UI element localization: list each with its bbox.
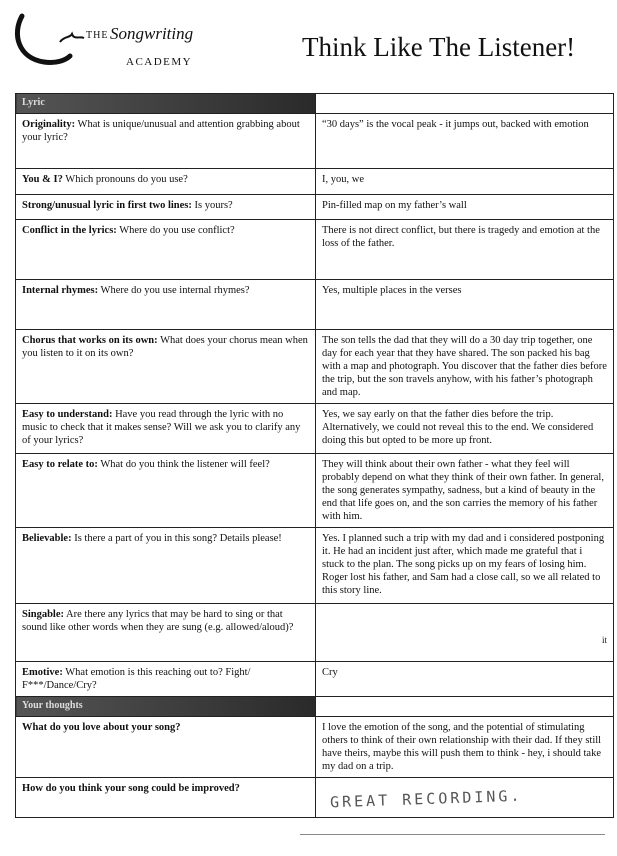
question-text: Is yours? bbox=[191, 200, 233, 211]
form-row-originality bbox=[16, 114, 614, 169]
question-text: What do you think the listener will feel? bbox=[97, 459, 270, 470]
question-cell bbox=[16, 114, 316, 169]
question-label: Chorus that works on its own: bbox=[22, 335, 158, 346]
answer-cell[interactable]: They will think about their own father - what they feel will probably depend on what they think of their own father. In general, the song generates sympathy, sadness, but a kind of beauty in the end that life goes on, and the son carries the memory of his father with him. bbox=[316, 454, 614, 528]
question-cell bbox=[16, 604, 316, 662]
answer-cell[interactable]: I, you, we bbox=[316, 169, 614, 195]
question-cell bbox=[16, 330, 316, 404]
section-blank-cell bbox=[316, 94, 614, 114]
form-row-pronouns bbox=[16, 169, 614, 195]
question-cell bbox=[16, 220, 316, 280]
question-label: Singable: bbox=[22, 609, 65, 620]
question-text: Are there any lyrics that may be hard to sing or that sound like other words when they are sung (e.g. allowed/aloud)? bbox=[22, 609, 294, 633]
form-row-conflict bbox=[16, 220, 614, 280]
question-text: What does your chorus mean when you listen to it on its own? bbox=[22, 335, 308, 359]
form-row-easy-relate bbox=[16, 454, 614, 528]
question-cell bbox=[16, 280, 316, 330]
question-cell bbox=[16, 169, 316, 195]
question-text: Where do you use conflict? bbox=[116, 225, 235, 236]
question-cell: What do you love about your song? bbox=[16, 717, 316, 778]
question-cell bbox=[16, 454, 316, 528]
section-title-thoughts: Your thoughts bbox=[16, 697, 316, 717]
form-row-singable bbox=[16, 604, 614, 662]
question-text: What emotion is this reaching out to? Fight/ F***/Dance/Cry? bbox=[22, 667, 251, 691]
answer-cell[interactable] bbox=[316, 604, 614, 662]
logo-the-text: THE bbox=[86, 30, 109, 41]
form-row-strong-lyric bbox=[16, 195, 614, 220]
question-label: Easy to understand: bbox=[22, 409, 113, 420]
answer-cell[interactable]: There is not direct conflict, but there is tragedy and emotion at the loss of the father. bbox=[316, 220, 614, 280]
form-row-chorus bbox=[16, 330, 614, 404]
section-header-lyric bbox=[16, 94, 614, 114]
scan-artifact-line bbox=[300, 834, 605, 835]
answer-cell[interactable]: Cry bbox=[316, 662, 614, 697]
handwritten-note: GREAT RECORDING. bbox=[329, 786, 523, 812]
question-label: Strong/unusual lyric in first two lines: bbox=[22, 200, 192, 211]
form-row-believable bbox=[16, 528, 614, 604]
question-cell bbox=[16, 662, 316, 697]
question-text: What is unique/unusual and attention grabbing about your lyric? bbox=[22, 119, 300, 143]
page-title: Think Like The Listener! bbox=[302, 32, 576, 62]
question-text: Is there a part of you in this song? Details please! bbox=[71, 533, 282, 544]
answer-cell[interactable]: Yes. I planned such a trip with my dad and i considered postponing it. He had an incident just after, which made me grateful that i stuck to the plan. The song picks up on my fears of losing him. Roger lost his father, and Sam had a close call, so we all related to this story line. bbox=[316, 528, 614, 604]
listener-form-table bbox=[15, 93, 614, 818]
answer-cell[interactable]: “30 days” is the vocal peak - it jumps out, backed with emotion bbox=[316, 114, 614, 169]
question-label: You & I? bbox=[22, 174, 63, 185]
logo-academy-text: ACADEMY bbox=[126, 56, 193, 68]
answer-cell[interactable]: Pin-filled map on my father’s wall bbox=[316, 195, 614, 220]
question-text: Which pronouns do you use? bbox=[62, 174, 188, 185]
page-header bbox=[0, 0, 617, 90]
question-cell bbox=[16, 195, 316, 220]
answer-cell[interactable]: The son tells the dad that they will do a 30 day trip together, one day for each year that they have shared. The son packed his bag with a map and photograph. You discover that the father dies before the trip, but the son travels anyhow, with his father’s photograph and map. bbox=[316, 330, 614, 404]
logo-script-text: Songwriting bbox=[110, 24, 194, 43]
question-label: Internal rhymes: bbox=[22, 285, 99, 296]
answer-fragment: it bbox=[601, 635, 607, 645]
form-row-easy-understand bbox=[16, 404, 614, 454]
section-header-thoughts bbox=[16, 697, 614, 717]
form-row-internal-rhymes bbox=[16, 280, 614, 330]
section-blank-cell bbox=[316, 697, 614, 717]
question-text: Where do you use internal rhymes? bbox=[98, 285, 250, 296]
question-label: Easy to relate to: bbox=[22, 459, 98, 470]
form-row-emotive bbox=[16, 662, 614, 697]
form-row-improve bbox=[16, 778, 614, 818]
question-label: Originality: bbox=[22, 119, 76, 130]
answer-cell[interactable]: Yes, multiple places in the verses bbox=[316, 280, 614, 330]
question-cell bbox=[16, 528, 316, 604]
question-label: Believable: bbox=[22, 533, 72, 544]
answer-cell[interactable]: I love the emotion of the song, and the potential of stimulating others to think of their own relationship with their dad. If they still have theirs, maybe this will push them to think - hey, i should take my dad on a trip. bbox=[316, 717, 614, 778]
question-cell bbox=[16, 404, 316, 454]
question-text: Have you read through the lyric with no music to check that it makes sense? Will we ask you to clarify any of your lyrics? bbox=[22, 409, 301, 446]
question-label: Conflict in the lyrics: bbox=[22, 225, 117, 236]
form-row-love bbox=[16, 717, 614, 778]
answer-cell[interactable]: Yes, we say early on that the father dies before the trip. Alternatively, we could not reveal this to the end. We considered doing this but opted to be more up front. bbox=[316, 404, 614, 454]
academy-logo-arc-icon bbox=[10, 12, 90, 72]
question-cell: How do you think your song could be improved? bbox=[16, 778, 316, 818]
question-label: Emotive: bbox=[22, 667, 63, 678]
section-title-lyric: Lyric bbox=[16, 94, 316, 114]
